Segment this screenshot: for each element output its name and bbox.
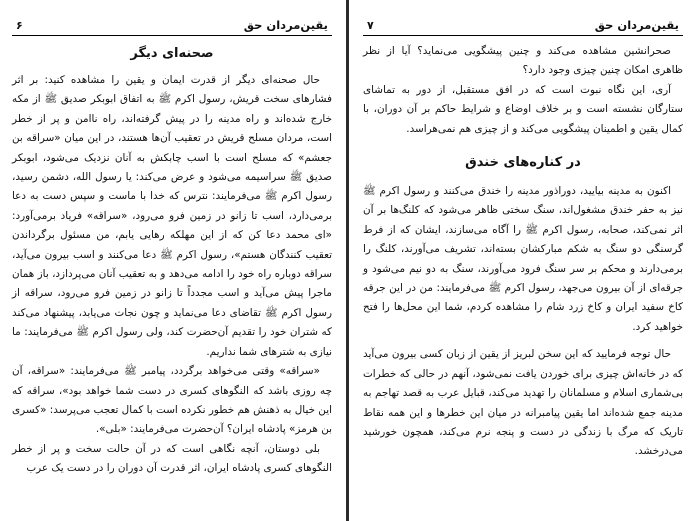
running-title: یقین‌مردان حق — [243, 18, 328, 32]
paragraph: «سراقه» وقتی می‌خواهد برگردد، پیامبر ﷺ می‌فرمایند: «سراقه، آن چه روزی باشد که النگوهای کسری در دست شما خواهد بود»، سراقه که این خیال به ذهنش هم خطور نکرده است با کمال تعجب می‌پرسد: «کسری بن هرمز» پادشاه ایران؟ آن‌حضرت می‌فرمایند: «بلی». — [12, 365, 332, 436]
left-page — [0, 0, 346, 521]
paragraph: حال توجه فرمایید که این سخن لبریز از یقین از زبان کسی بیرون می‌آید که در خانه‌اش چیزی برای خوردن یافت نمی‌شود، آنهم در حالی که خطرات بی‌شماری اسلام و مسلمانان را تهدید می‌کند، قبایل عرب به قصد تهاجم به مدینه جمع شده‌اند اما یقین پیامبرانه در میان این خطرها و این همه نقاط تاریک که مرگ با زندگی در دست و پنجه نرم می‌کند، همچون خورشید می‌درخشد. — [363, 348, 683, 458]
section-title: صحنه‌ای دیگر — [130, 46, 214, 61]
page-number: ۷ — [367, 19, 374, 32]
paragraph: بلی دوستان، آنچه نگاهی است که در آن حالت سخت و پر از خطر النگوهای کسری پادشاه ایران، اثر قدرت آن دوران را در دست یک عرب — [12, 442, 332, 475]
running-title: یقین‌مردان حق — [594, 18, 679, 32]
page-number: ۶ — [16, 19, 23, 32]
left-page-header — [12, 14, 332, 36]
paragraph: صحرانشین مشاهده می‌کند و چنین پیشگویی می‌نماید؟ آیا از نظر ظاهری امکان چنین چیزی وجود دارد؟ — [363, 45, 683, 77]
right-page-header — [363, 14, 683, 36]
paragraph: حال صحنه‌ای دیگر از قدرت ایمان و یقین را مشاهده کنید: بر اثر فشارهای سخت قریش، رسول اکرم ﷺ به اتفاق ابوبکر صدیق ﷺ از مکه خارج شده‌اند و راه مدینه را در پیش گرفته‌اند، راه ناامن و پر از خطر است، مردان مسلح قریش در تعقیب آن‌ها هستند، در این میان «سراقه بن جعشم» که مسلح است با اسب چابکش به آنان نزدیک می‌شود، ابوبکر صدیق ﷺ سراسیمه می‌شود و عرض می‌کند: یا رسول الله، دشمن رسید، رسول اکرم ﷺ می‌فرمایند: نترس که خدا با ماست و سپس دست به دعا برمی‌دارد، اسب تا زانو در زمین فرو می‌رود، «سراقه» فریاد برمی‌آورد: «ای محمد دعا کن که از این مهلکه رهایی یابم، من مسئول برگرداندن تعقیب کنندگان هستم»، رسول اکرم ﷺ دعا می‌کنند و اسب بیرون می‌آید، سراقه دوباره راه خود را ادامه می‌دهد و به تعقیب آنان می‌پردازد، باز همان ماجرا پیش می‌آید و اسب مجدداً تا زانو در زمین فرو می‌رود، سراقه از رسول اکرم ﷺ تقاضای دعا می‌نماید و چون نجات می‌یابد، پیشنهاد می‌کند که شتران خود را تقدیم آن‌حضرت کند، ولی رسول اکرم ﷺ می‌فرمایند: ما نیازی به شترهای شما نداریم. — [12, 74, 332, 358]
right-page — [349, 0, 695, 521]
paragraph: اکنون به مدینه بیایید، دوراذور مدینه را خندق می‌کنند و رسول اکرم ﷺ نیز به حفر خندق مشغول‌اند، سنگ سختی ظاهر می‌شود که کلنگ‌ها بر آن اثر نمی‌کند، صحابه، رسول اکرم ﷺ را آگاه می‌سازند، ایشان که از فرط گرسنگی دو سنگ به شکم مبارکشان بسته‌اند، تشریف می‌آورند، کلنگ را برمی‌دارند و محکم بر سر سنگ فرود می‌آورند، سنگ به دو نیم می‌شود و جرقه‌ای از آن بیرون می‌جهد، رسول اکرم ﷺ می‌فرمایند: من در این جرقه کاخ سفید ایران و کاخ زرد شام را مشاهده کردم، شما این محل‌ها را فتح خواهید کرد. — [363, 185, 683, 333]
paragraph: آری، این نگاه نبوت است که در افق مستقبل، از دور به تماشای ستارگان نشسته است و بر خلاف اوضاع و شرایط حاکم بر آن دوران، با کمال یقین و اطمینان پیشگویی می‌کند و از چیزی هم نمی‌هراسد. — [363, 83, 683, 135]
section-title: در کناره‌های خندق — [465, 155, 581, 171]
